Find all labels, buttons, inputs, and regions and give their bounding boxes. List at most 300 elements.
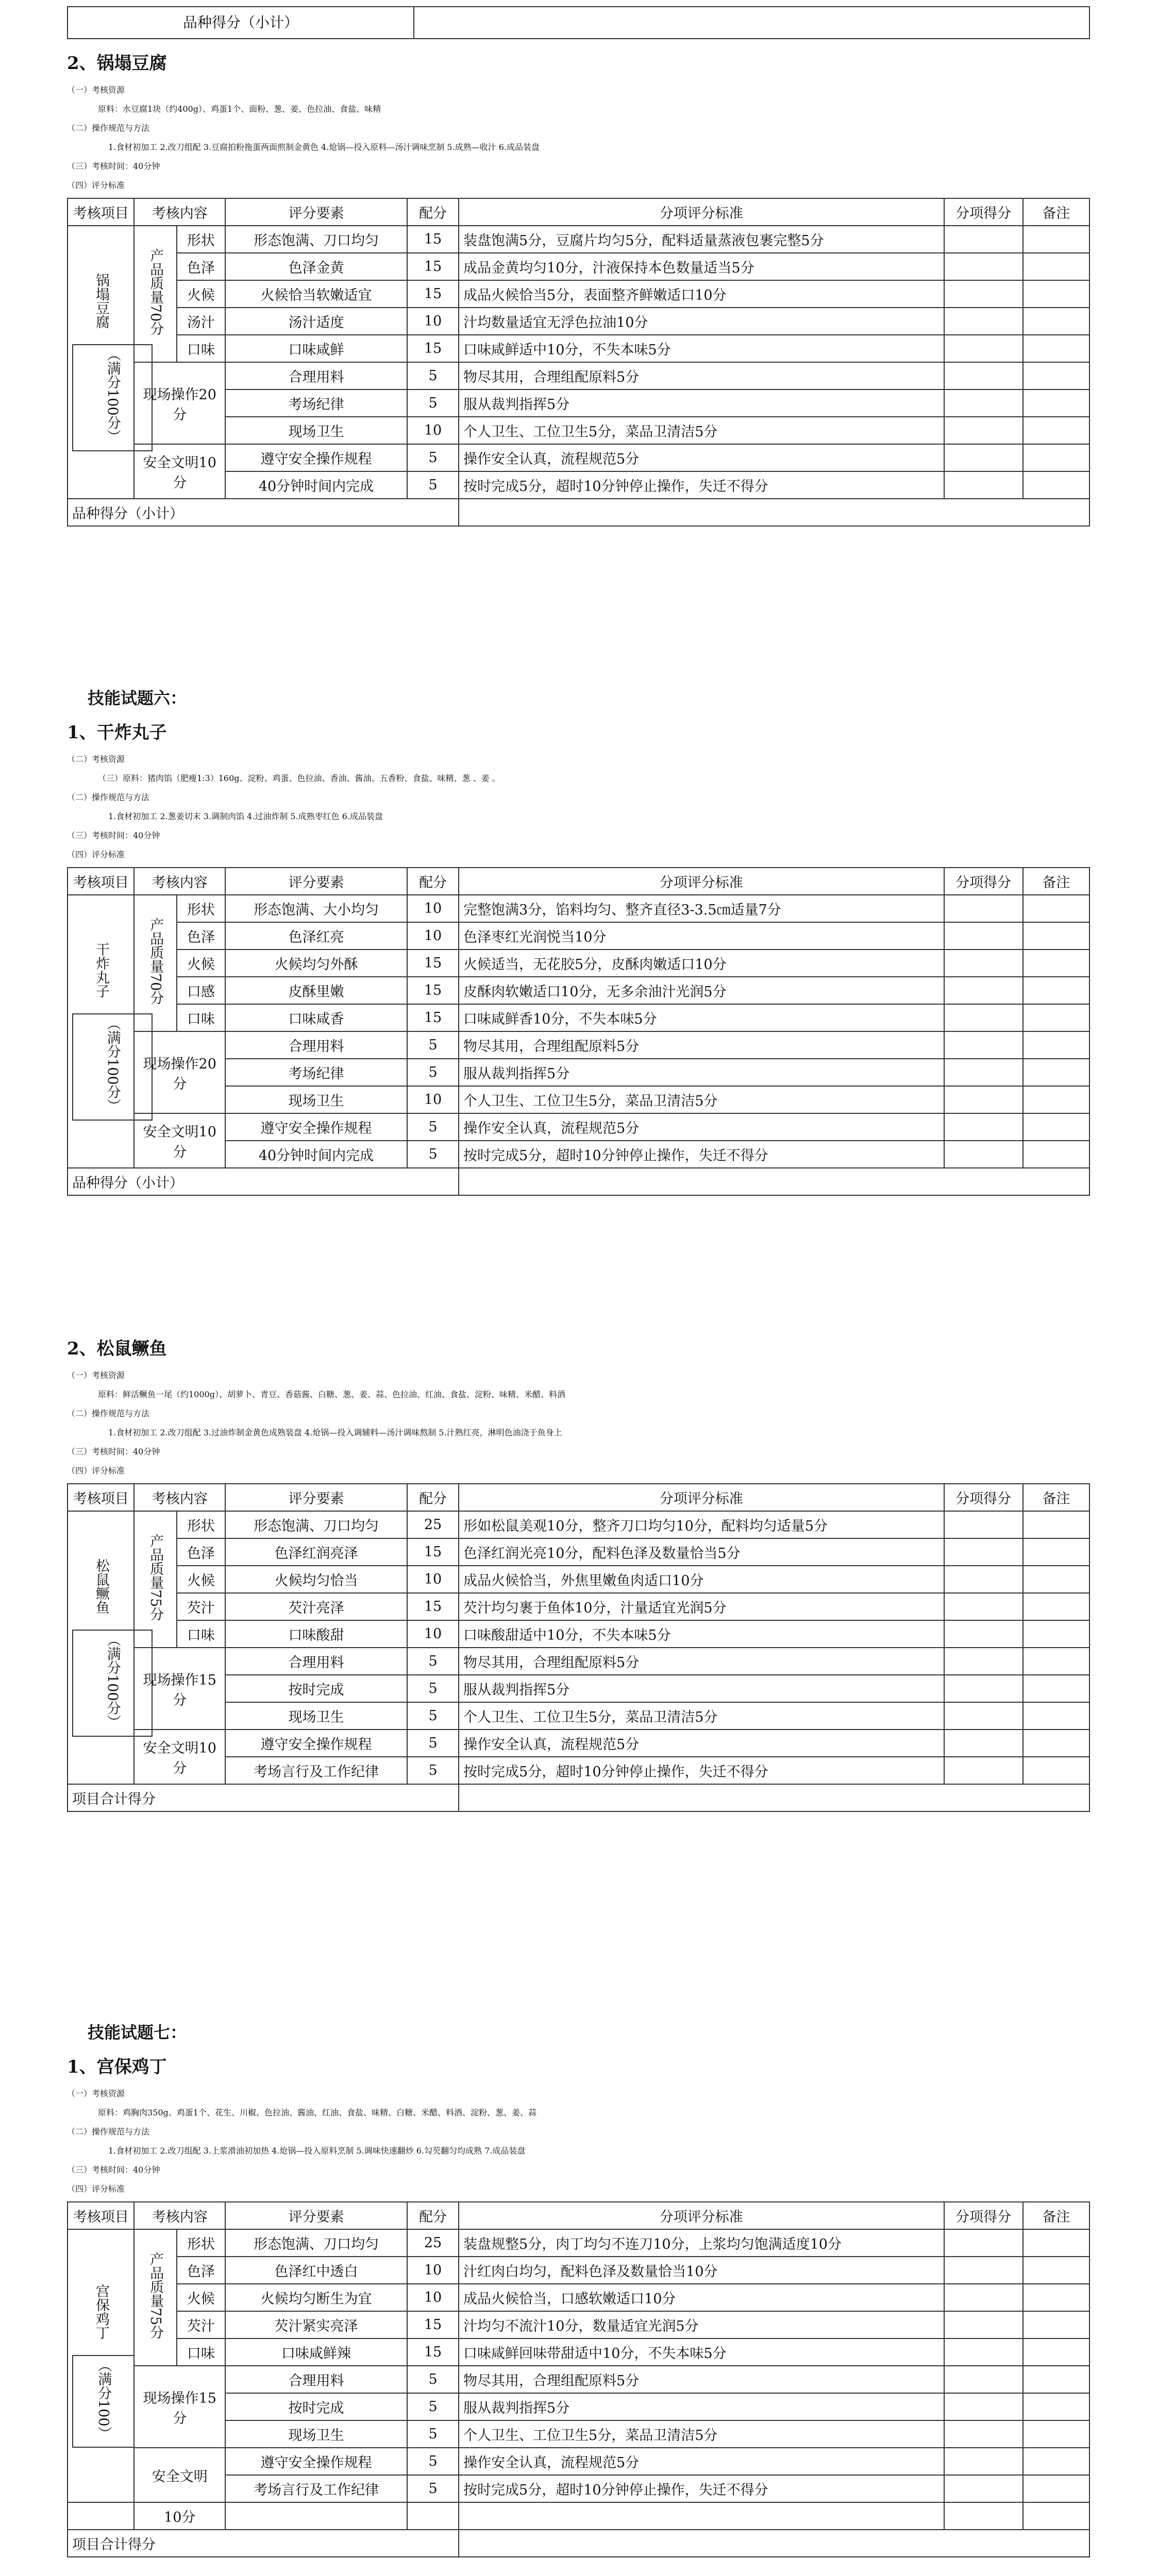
criteria-cell: 物尽其用，合理组配原料5分 [459, 362, 944, 389]
score-cell [944, 1031, 1023, 1059]
table-row [68, 1031, 1089, 1059]
quality-group-cell: 产品质量75分 [134, 2229, 176, 2366]
header-cell: 考核内容 [134, 2202, 225, 2229]
element-cell: 考场言行及工作纪律 [225, 1757, 407, 1784]
element-cell: 按时完成 [225, 1675, 407, 1702]
sub-item-cell: 火候 [177, 950, 225, 977]
element-cell: 合理用料 [225, 2366, 407, 2393]
score-cell [944, 2284, 1023, 2311]
points-cell: 5 [407, 1757, 459, 1784]
score-cell [944, 2393, 1023, 2420]
table-row [68, 895, 1089, 922]
criteria-cell: 成品火候恰当，口感软嫩适口10分 [459, 2284, 944, 2311]
element-cell: 合理用料 [225, 1031, 407, 1059]
site-group-cell: 现场操作15分 [134, 1648, 225, 1730]
points-cell: 5 [407, 1730, 459, 1757]
sub-item-cell: 口味 [177, 335, 225, 362]
sub-item-cell: 火候 [177, 1566, 225, 1593]
safety-group-cell: 安全文明10分 [134, 1113, 225, 1168]
header-cell: 分项得分 [944, 2202, 1023, 2229]
criteria-cell: 服从裁判指挥5分 [459, 389, 944, 417]
remark-cell [1023, 895, 1090, 922]
dish-title: 2、锅塌豆腐 [67, 53, 167, 74]
points-cell: 5 [407, 2420, 459, 2448]
criteria-cell: 完整饱满3分，馅料均匀、整齐直径3-3.5㎝适量7分 [459, 895, 944, 922]
remark-cell [1023, 977, 1090, 1004]
remark-cell [1023, 1004, 1090, 1031]
score-cell [944, 2257, 1023, 2284]
score-cell [944, 977, 1023, 1004]
table-row [68, 2448, 1089, 2475]
table-row [68, 1730, 1089, 1757]
criteria-cell: 服从裁判指挥5分 [459, 1059, 944, 1086]
criteria-cell: 按时完成5分，超时10分钟停止操作，失迁不得分 [459, 471, 944, 499]
criteria-cell: 色泽枣红光润悦当10分 [459, 922, 944, 950]
criteria-cell: 色泽红润光亮10分，配料色泽及数量恰当5分 [459, 1538, 944, 1566]
subtotal-row [68, 2530, 1089, 2557]
header-cell: 考核内容 [134, 868, 225, 895]
element-cell: 口味咸鲜 [225, 335, 407, 362]
time-text: （三）考核时间：40分钟 [67, 161, 160, 171]
element-cell: 火候均匀外酥 [225, 950, 407, 977]
header-cell: 配分 [407, 2202, 459, 2229]
criteria-cell: 形如松鼠美观10分，整齐刀口均匀10分，配料均匀适量5分 [459, 1511, 944, 1538]
table-row [68, 1620, 1089, 1648]
header-cell: 分项评分标准 [459, 1484, 944, 1511]
resources-heading: （二）考核资源 [67, 754, 125, 764]
points-cell: 5 [407, 1031, 459, 1059]
remark-cell [1023, 1730, 1090, 1757]
materials-text: （三）原料：猪肉馅（肥瘦1:3）160g、淀粉、鸡蛋、色拉油、香油、酱油、五香粉、食盐、味精、葱 、姜 。 [98, 773, 500, 783]
element-cell: 口味酸甜 [225, 1620, 407, 1648]
table-row [68, 2311, 1089, 2338]
element-cell: 形态饱满、刀口均匀 [225, 2229, 407, 2257]
dish-section [67, 685, 1090, 1196]
remark-cell [1023, 2229, 1090, 2257]
criteria-cell: 服从裁判指挥5分 [459, 1675, 944, 1702]
score-cell [944, 308, 1023, 335]
exam-heading: 技能试题七： [88, 2023, 187, 2042]
criteria-cell: 操作安全认真，流程规范5分 [459, 1113, 944, 1141]
points-cell: 15 [407, 2311, 459, 2338]
element-cell: 火候均匀断生为宜 [225, 2284, 407, 2311]
remark-cell [1023, 335, 1090, 362]
score-cell [944, 895, 1023, 922]
points-cell: 5 [407, 2393, 459, 2420]
remark-cell [1023, 1538, 1090, 1566]
procedure-heading: （二）操作规范与方法 [67, 123, 150, 133]
points-cell: 5 [407, 1702, 459, 1730]
table-row [68, 977, 1089, 1004]
project-cell [68, 226, 134, 499]
element-cell: 遵守安全操作规程 [225, 1113, 407, 1141]
project-cell [68, 895, 134, 1168]
procedure-heading: （二）操作规范与方法 [67, 2127, 150, 2137]
points-cell: 25 [407, 1511, 459, 1538]
criteria-cell: 装盘饱满5分，豆腐片均匀5分，配料适量蒸液包裹完整5分 [459, 226, 944, 253]
table-row [68, 2229, 1089, 2257]
header-cell: 配分 [407, 868, 459, 895]
remark-cell [1023, 471, 1090, 499]
scoring-table [67, 2201, 1090, 2557]
remark-cell [1023, 1620, 1090, 1648]
element-cell: 遵守安全操作规程 [225, 2448, 407, 2475]
table-row [68, 1538, 1089, 1566]
remark-cell [1023, 2448, 1090, 2475]
criteria-cell: 物尽其用，合理组配原料5分 [459, 2366, 944, 2393]
header-cell: 分项得分 [944, 868, 1023, 895]
criteria-cell: 操作安全认真，流程规范5分 [459, 1730, 944, 1757]
points-cell: 25 [407, 2229, 459, 2257]
project-cell [68, 2229, 134, 2502]
score-cell [944, 444, 1023, 471]
points-cell: 5 [407, 362, 459, 389]
table-row [68, 226, 1089, 253]
criteria-cell: 汁红肉白均匀，配料色泽及数量恰当10分 [459, 2257, 944, 2284]
header-cell: 备注 [1023, 2202, 1090, 2229]
element-cell: 口味咸香 [225, 1004, 407, 1031]
element-cell: 遵守安全操作规程 [225, 444, 407, 471]
header-cell: 配分 [407, 1484, 459, 1511]
sub-item-cell: 芡汁 [177, 1593, 225, 1620]
points-cell: 5 [407, 2475, 459, 2502]
header-cell: 考核内容 [134, 1484, 225, 1511]
table-header-row [68, 2202, 1089, 2229]
site-group-cell: 现场操作20分 [134, 1031, 225, 1113]
score-cell [944, 1730, 1023, 1757]
dish-section [67, 1334, 1090, 1812]
score-cell [944, 2366, 1023, 2393]
header-cell: 分项评分标准 [459, 198, 944, 226]
element-cell: 芡汁亮泽 [225, 1593, 407, 1620]
sub-item-cell: 汤汁 [177, 308, 225, 335]
sub-item-cell: 形状 [177, 226, 225, 253]
score-cell [944, 2338, 1023, 2366]
score-cell [944, 2448, 1023, 2475]
element-cell: 现场卫生 [225, 2420, 407, 2448]
table-header-row [68, 1484, 1089, 1511]
sub-item-cell: 火候 [177, 2284, 225, 2311]
subtotal-value [459, 499, 1089, 526]
score-cell [944, 1648, 1023, 1675]
header-cell: 评分要素 [225, 868, 407, 895]
score-cell [944, 1566, 1023, 1593]
element-cell: 汤汁适度 [225, 308, 407, 335]
header-cell: 分项评分标准 [459, 2202, 944, 2229]
element-cell: 现场卫生 [225, 1702, 407, 1730]
table-header-row [68, 198, 1089, 226]
remark-cell [1023, 1702, 1090, 1730]
procedure-heading: （二）操作规范与方法 [67, 792, 150, 802]
header-cell: 评分要素 [225, 2202, 407, 2229]
score-cell [944, 1086, 1023, 1113]
element-cell: 皮酥里嫩 [225, 977, 407, 1004]
materials-text: 原料：鲜活鳜鱼一尾（约1000g）、胡萝卜、青豆、香菇酱、白糖、葱、姜、蒜、色拉油、红油、食盐、淀粉、味精、米醋、料酒 [98, 1389, 565, 1399]
table-row [68, 2502, 1089, 2530]
dish-section [67, 2020, 1090, 2557]
points-cell: 15 [407, 1004, 459, 1031]
site-group-cell: 现场操作15分 [134, 2366, 225, 2448]
sub-item-cell: 芡汁 [177, 2311, 225, 2338]
scoring-table [67, 198, 1090, 527]
quality-group-cell: 产品质量70分 [134, 226, 176, 362]
header-cell: 备注 [1023, 868, 1090, 895]
points-cell: 15 [407, 2338, 459, 2366]
remark-cell [1023, 1675, 1090, 1702]
sub-item-cell: 口味 [177, 1620, 225, 1648]
points-cell: 5 [407, 1059, 459, 1086]
table-row [68, 1113, 1089, 1141]
points-cell: 15 [407, 1593, 459, 1620]
table-row [68, 253, 1089, 280]
points-cell: 5 [407, 1141, 459, 1168]
sub-item-cell: 口感 [177, 977, 225, 1004]
element-cell: 芡汁紧实亮泽 [225, 2311, 407, 2338]
score-cell [944, 1004, 1023, 1031]
points-cell: 10 [407, 308, 459, 335]
points-cell: 15 [407, 1538, 459, 1566]
remark-cell [1023, 1566, 1090, 1593]
standard-heading: （四）评分标准 [67, 2184, 125, 2194]
full-score-box: （满分100分） [72, 1630, 153, 1737]
score-cell [944, 922, 1023, 950]
points-cell: 5 [407, 2366, 459, 2393]
sub-item-cell: 火候 [177, 280, 225, 308]
remark-cell [1023, 308, 1090, 335]
score-cell [944, 1593, 1023, 1620]
remark-cell [1023, 1757, 1090, 1784]
standard-heading: （四）评分标准 [67, 180, 125, 190]
points-cell: 10 [407, 1620, 459, 1648]
element-cell: 形态饱满、大小均匀 [225, 895, 407, 922]
criteria-cell: 个人卫生、工位卫生5分，菜品卫清洁5分 [459, 417, 944, 444]
criteria-cell: 火候适当，无花胶5分，皮酥肉嫩适口10分 [459, 950, 944, 977]
exam-heading: 技能试题六： [88, 688, 187, 708]
score-cell [944, 226, 1023, 253]
element-cell: 色泽红亮 [225, 922, 407, 950]
criteria-cell: 个人卫生、工位卫生5分，菜品卫清洁5分 [459, 1086, 944, 1113]
score-cell [944, 1620, 1023, 1648]
points-cell: 5 [407, 2448, 459, 2475]
remark-cell [1023, 1059, 1090, 1086]
procedure-text: 1.食材初加工 2.改刀组配 3.上浆滑油初加热 4.炝锅—投入原料烹制 5.调味快速翻炒 6.勾芡翻匀均成熟 7.成品装盘 [108, 2146, 526, 2156]
points-cell: 10 [407, 1566, 459, 1593]
points-cell: 15 [407, 950, 459, 977]
remark-cell [1023, 417, 1090, 444]
score-cell [944, 1538, 1023, 1566]
remark-cell [1023, 2366, 1090, 2393]
table-row [68, 1593, 1089, 1620]
procedure-heading: （二）操作规范与方法 [67, 1409, 150, 1418]
remark-cell [1023, 2420, 1090, 2448]
table-row [68, 2284, 1089, 2311]
score-cell [944, 280, 1023, 308]
remark-cell [1023, 1648, 1090, 1675]
score-cell [944, 1511, 1023, 1538]
quality-group-cell: 产品质量70分 [134, 895, 176, 1031]
criteria-cell: 成品火候恰当，外焦里嫩鱼肉适口10分 [459, 1566, 944, 1593]
score-cell [944, 471, 1023, 499]
remark-cell [1023, 280, 1090, 308]
subtotal-row [68, 499, 1089, 526]
header-cell: 评分要素 [225, 1484, 407, 1511]
element-cell: 形态饱满、刀口均匀 [225, 1511, 407, 1538]
criteria-cell: 口味咸鲜香10分，不失本味5分 [459, 1004, 944, 1031]
points-cell: 10 [407, 2257, 459, 2284]
project-cell [68, 1511, 134, 1784]
remark-cell [1023, 2393, 1090, 2420]
score-cell [944, 362, 1023, 389]
header-cell: 备注 [1023, 198, 1090, 226]
header-cell: 评分要素 [225, 198, 407, 226]
materials-text: 原料：鸡胸肉350g、鸡蛋1个、花生、川椒、色拉油、酱油、红油、食盐、味精、白糖、米醋、料酒、淀粉、葱、姜、蒜 [98, 2108, 536, 2117]
materials-text: 原料：水豆腐1块（约400g）、鸡蛋1个、面粉、葱、姜、色拉油、食盐、味精 [98, 104, 381, 114]
full-score-box: （满分100分） [72, 1013, 153, 1121]
score-cell [944, 1059, 1023, 1086]
remark-cell [1023, 2311, 1090, 2338]
sub-item-cell: 色泽 [177, 922, 225, 950]
criteria-cell: 成品金黄均匀10分，汁液保持本色数量适当5分 [459, 253, 944, 280]
remark-cell [1023, 389, 1090, 417]
points-cell: 15 [407, 253, 459, 280]
time-text: （三）考核时间：40分钟 [67, 831, 160, 840]
sub-item-cell: 口味 [177, 1004, 225, 1031]
criteria-cell: 服从裁判指挥5分 [459, 2393, 944, 2420]
subtotal-label: 品种得分（小计） [68, 499, 459, 526]
table-row [68, 1511, 1089, 1538]
header-cell: 分项得分 [944, 198, 1023, 226]
remark-cell [1023, 1593, 1090, 1620]
header-cell: 分项评分标准 [459, 868, 944, 895]
table-row [68, 1566, 1089, 1593]
standard-heading: （四）评分标准 [67, 850, 125, 859]
criteria-cell: 皮酥肉软嫩适口10分，无多余油汁光润5分 [459, 977, 944, 1004]
score-cell [944, 253, 1023, 280]
time-text: （三）考核时间：40分钟 [67, 1447, 160, 1456]
score-cell [944, 950, 1023, 977]
element-cell: 考场言行及工作纪律 [225, 2475, 407, 2502]
full-score-box: （满分100分） [72, 344, 153, 451]
remark-cell [1023, 1141, 1090, 1168]
element-cell: 现场卫生 [225, 1086, 407, 1113]
header-cell: 考核项目 [68, 1484, 134, 1511]
full-score-box: （满分100） [72, 2355, 135, 2448]
table-row [68, 922, 1089, 950]
points-cell: 5 [407, 1113, 459, 1141]
criteria-cell: 芡汁均匀裹于鱼体10分，汁量适宜光润5分 [459, 1593, 944, 1620]
subtotal-value [459, 1168, 1089, 1195]
criteria-cell: 口味咸鲜回味带甜适中10分，不失本味5分 [459, 2338, 944, 2366]
header-cell: 分项得分 [944, 1484, 1023, 1511]
quality-group-cell: 产品质量75分 [134, 1511, 176, 1648]
points-cell: 10 [407, 417, 459, 444]
table-row [68, 1648, 1089, 1675]
subtotal-label: 项目合计得分 [68, 1784, 459, 1811]
site-group-cell: 现场操作20分 [134, 362, 225, 444]
element-cell: 合理用料 [225, 1648, 407, 1675]
criteria-cell: 物尽其用，合理组配原料5分 [459, 1648, 944, 1675]
criteria-cell: 口味咸鲜适中10分，不失本味5分 [459, 335, 944, 362]
score-cell [944, 2229, 1023, 2257]
criteria-cell: 物尽其用，合理组配原料5分 [459, 1031, 944, 1059]
safety-group-cell: 安全文明 [134, 2448, 225, 2502]
table-row [68, 362, 1089, 389]
time-text: （三）考核时间：40分钟 [67, 2165, 160, 2175]
points-cell: 15 [407, 226, 459, 253]
points-cell: 15 [407, 977, 459, 1004]
safety-group-cell: 安全文明10分 [134, 444, 225, 499]
procedure-text: 1.食材初加工 2.葱姜切末 3.调制肉馅 4.过油炸制 5.成熟枣红色 6.成品装盘 [108, 811, 383, 821]
element-cell: 按时完成 [225, 2393, 407, 2420]
points-cell: 10 [407, 1086, 459, 1113]
element-cell: 考场纪律 [225, 389, 407, 417]
score-cell [944, 417, 1023, 444]
table-row [68, 444, 1089, 471]
points-cell: 5 [407, 389, 459, 417]
sub-item-cell: 形状 [177, 2229, 225, 2257]
score-cell [944, 1141, 1023, 1168]
resources-heading: （一）考核资源 [67, 85, 125, 95]
remark-cell [1023, 2338, 1090, 2366]
sub-item-cell: 色泽 [177, 1538, 225, 1566]
element-cell: 口味咸鲜辣 [225, 2338, 407, 2366]
sub-item-cell: 形状 [177, 1511, 225, 1538]
score-cell [944, 2475, 1023, 2502]
dish-section [67, 49, 1090, 527]
subtotal-value [459, 1784, 1089, 1811]
points-cell: 10 [407, 2284, 459, 2311]
header-cell: 考核项目 [68, 868, 134, 895]
resources-heading: （一）考核资源 [67, 1370, 125, 1380]
points-cell: 10 [407, 922, 459, 950]
subtotal-label: 项目合计得分 [68, 2530, 459, 2557]
subtotal-label: 品种得分（小计） [68, 1168, 459, 1195]
remark-cell [1023, 1031, 1090, 1059]
standard-heading: （四）评分标准 [67, 1466, 125, 1476]
project-name: 锅塌豆腐 [93, 273, 109, 329]
criteria-cell: 口味酸甜适中10分，不失本味5分 [459, 1620, 944, 1648]
project-name: 干炸丸子 [93, 942, 109, 998]
remark-cell [1023, 2475, 1090, 2502]
extra-cell: 10分 [134, 2502, 225, 2530]
remark-cell [1023, 226, 1090, 253]
sub-item-cell: 口味 [177, 2338, 225, 2366]
score-cell [944, 2420, 1023, 2448]
element-cell: 遵守安全操作规程 [225, 1730, 407, 1757]
resources-heading: （一）考核资源 [67, 2089, 125, 2098]
sub-item-cell: 形状 [177, 895, 225, 922]
sub-item-cell: 色泽 [177, 2257, 225, 2284]
project-name: 松鼠鳜鱼 [93, 1558, 109, 1615]
criteria-cell: 个人卫生、工位卫生5分，菜品卫清洁5分 [459, 1702, 944, 1730]
remark-cell [1023, 1086, 1090, 1113]
score-cell [944, 1757, 1023, 1784]
element-cell: 形态饱满、刀口均匀 [225, 226, 407, 253]
header-cell: 考核项目 [68, 2202, 134, 2229]
header-cell: 考核内容 [134, 198, 225, 226]
header-cell: 备注 [1023, 1484, 1090, 1511]
table-row [68, 950, 1089, 977]
criteria-cell: 成品火候恰当5分，表面整齐鲜嫩适口10分 [459, 280, 944, 308]
header-cell: 考核项目 [68, 198, 134, 226]
element-cell: 火候均匀恰当 [225, 1566, 407, 1593]
remark-cell [1023, 2257, 1090, 2284]
element-cell: 色泽红中透白 [225, 2257, 407, 2284]
score-cell [944, 1675, 1023, 1702]
remark-cell [1023, 362, 1090, 389]
remark-cell [1023, 2284, 1090, 2311]
score-cell [944, 1113, 1023, 1141]
